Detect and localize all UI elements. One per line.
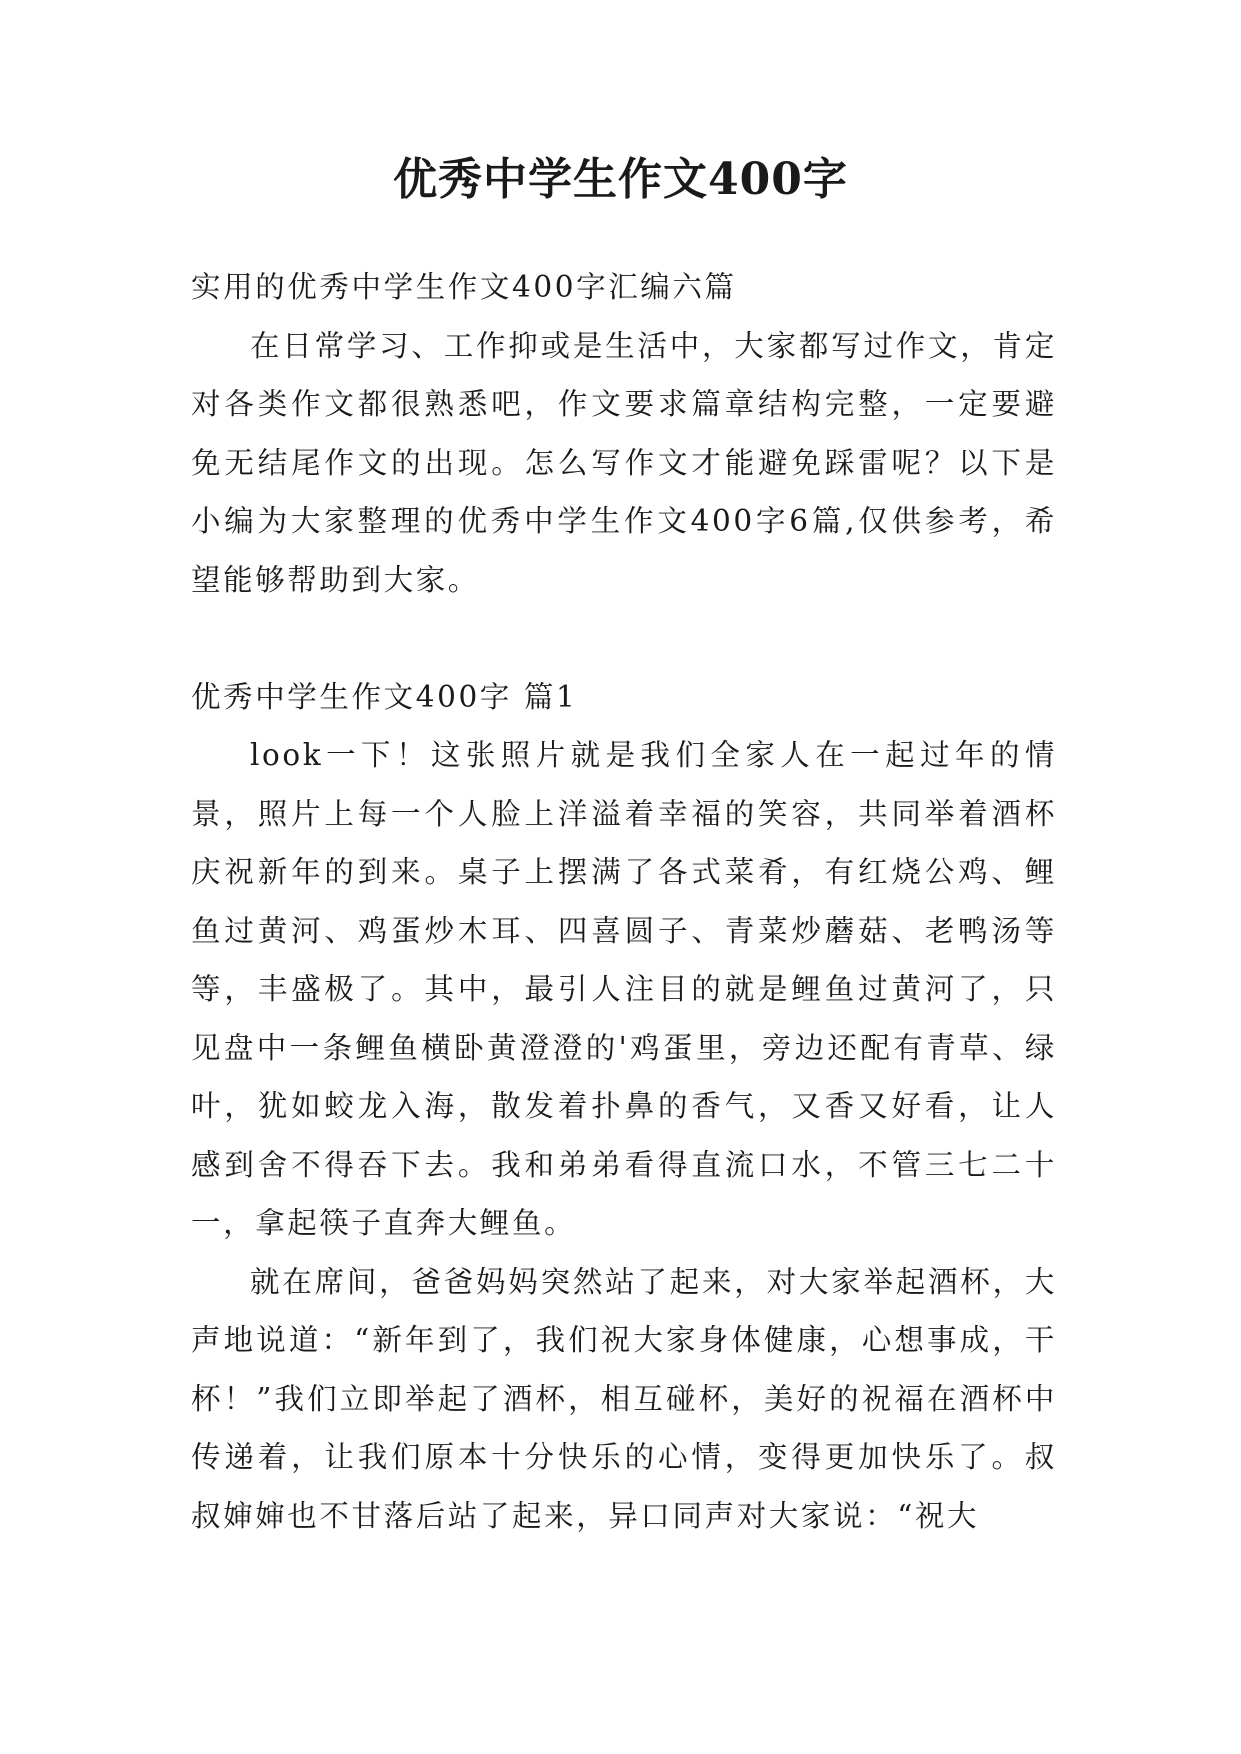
- document-title: 优秀中学生作文400字: [393, 154, 848, 205]
- section-spacer: [191, 609, 1057, 668]
- essay-paragraph: 就在席间，爸爸妈妈突然站了起来，对大家举起酒杯，大声地说道：“新年到了，我们祝大家身体健康，心想事成，干杯！”我们立即举起了酒杯，相互碰杯，美好的祝福在酒杯中传递着，让我们原本十分快乐的心情，变得更加快乐了。叔叔婶婶也不甘落后站了起来，异口同声对大家说：“祝大: [191, 1264, 1057, 1533]
- section-heading: 优秀中学生作文400字 篇1: [191, 679, 578, 714]
- intro-paragraph: 在日常学习、工作抑或是生活中，大家都写过作文，肯定对各类作文都很熟悉吧，作文要求篇章结构完整，一定要避免无结尾作文的出现。怎么写作文才能避免踩雷呢？以下是小编为大家整理的优秀中学生作文400字6篇,仅供参考，希望能够帮助到大家。: [191, 328, 1057, 597]
- document-body: [191, 258, 1057, 1545]
- document-subtitle: 实用的优秀中学生作文400字汇编六篇: [191, 270, 737, 304]
- essay-paragraph: look一下！这张照片就是我们全家人在一起过年的情景，照片上每一个人脸上洋溢着幸福的笑容，共同举着酒杯庆祝新年的到来。桌子上摆满了各式菜肴，有红烧公鸡、鲤鱼过黄河、鸡蛋炒木耳、四喜圆子、青菜炒蘑菇、老鸭汤等等，丰盛极了。其中，最引人注目的就是鲤鱼过黄河了，只见盘中一条鲤鱼横卧黄澄澄的'鸡蛋里，旁边还配有青草、绿叶，犹如蛟龙入海，散发着扑鼻的香气，又香又好看，让人感到舍不得吞下去。我和弟弟看得直流口水，不管三七二十一，拿起筷子直奔大鲤鱼。: [191, 738, 1057, 1240]
